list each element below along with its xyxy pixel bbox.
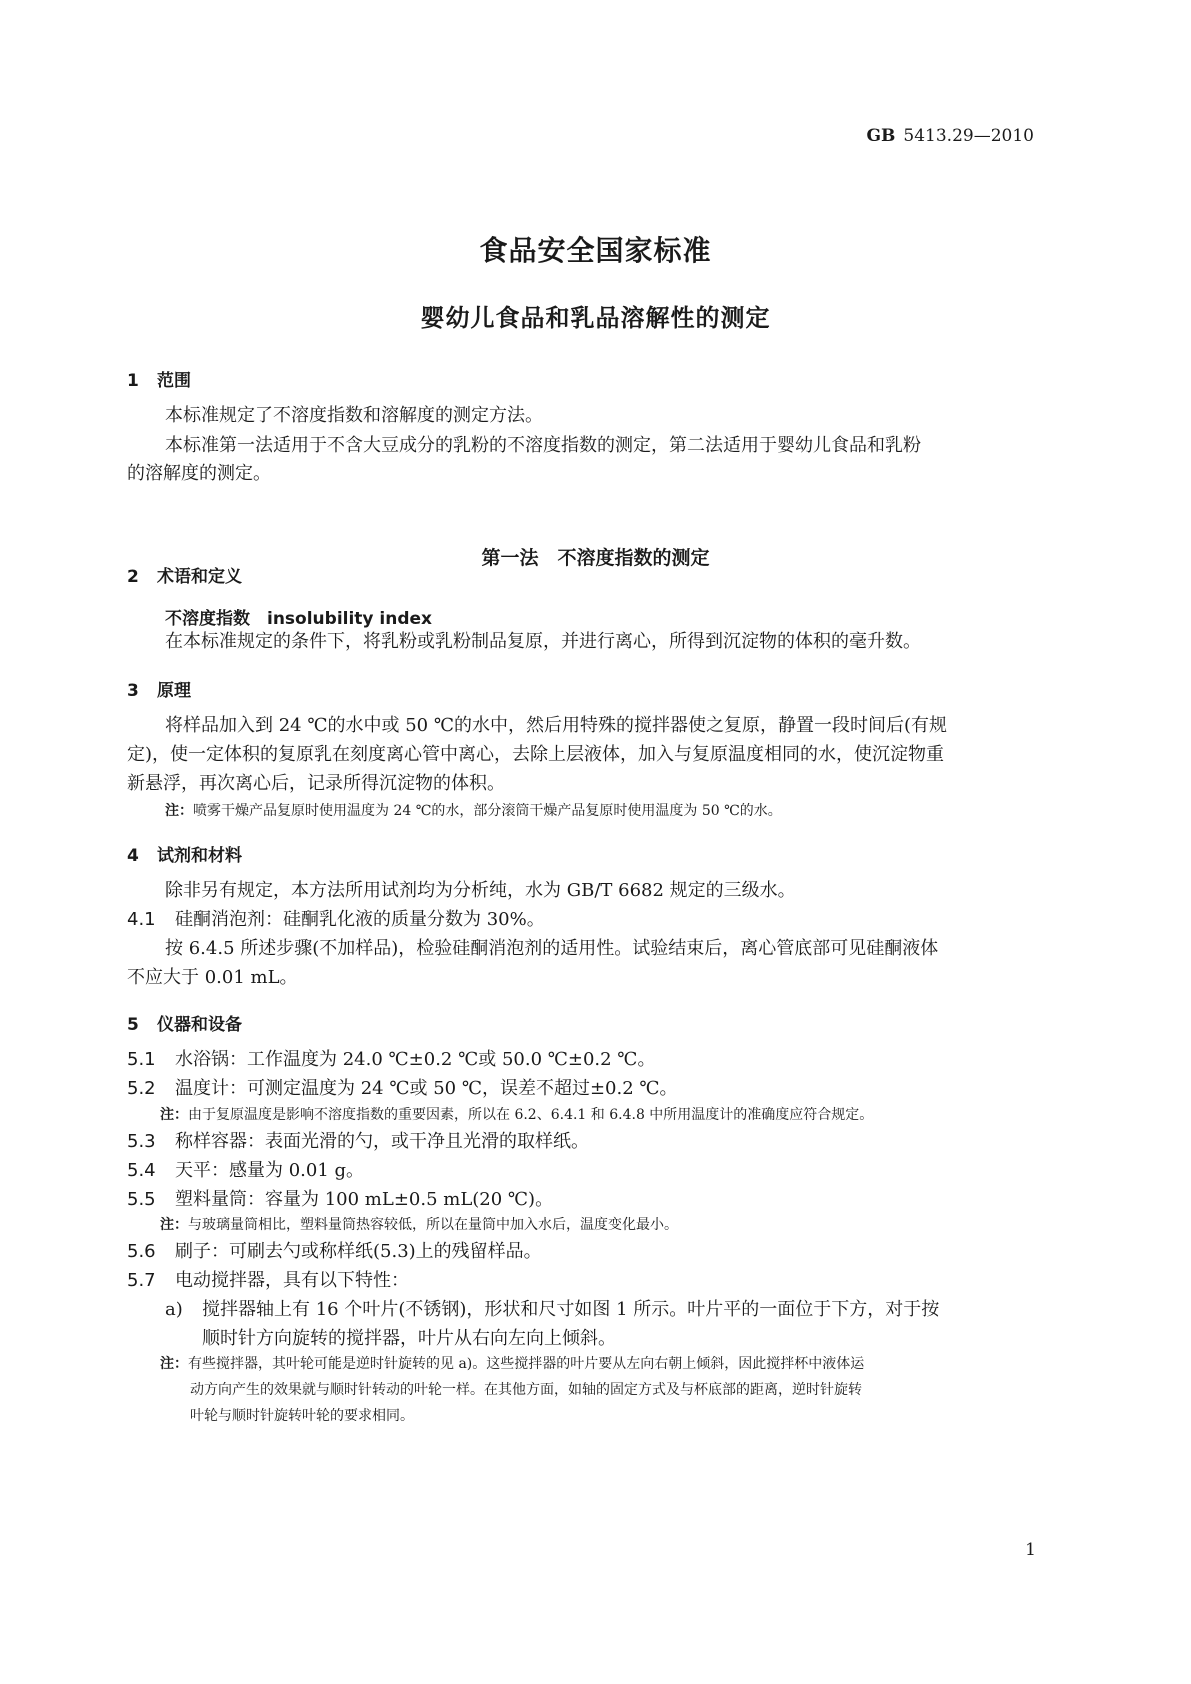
section-4-heading: 4 试剂和材料 bbox=[127, 846, 242, 866]
document-subtitle: 婴幼儿食品和乳品溶解性的测定 bbox=[420, 304, 771, 332]
note: 注：喷雾干燥产品复原时使用温度为 24 ℃的水，部分滚筒干燥产品复原时使用温度为 50 ℃的水。 bbox=[165, 803, 782, 819]
standard-number: 5413.29—2010 bbox=[903, 126, 1034, 146]
note: 注：有些搅拌器，其叶轮可能是逆时针旋转的见 a)。这些搅拌器的叶片要从左向右朝上倾斜，因此搅拌杯中液体运 bbox=[160, 1356, 865, 1372]
document-title: 食品安全国家标准 bbox=[479, 234, 712, 267]
page-number: 1 bbox=[1025, 1540, 1036, 1560]
paragraph: 顺时针方向旋转的搅拌器，叶片从右向左向上倾斜。 bbox=[202, 1328, 616, 1349]
note: 注：由于复原温度是影响不溶度指数的重要因素，所以在 6.2、6.4.1 和 6.4.8 中所用温度计的准确度应符合规定。 bbox=[160, 1107, 874, 1123]
term-heading: 不溶度指数 insolubility index bbox=[165, 609, 433, 629]
note-continuation: 叶轮与顺时针旋转叶轮的要求相同。 bbox=[190, 1408, 414, 1424]
paragraph: 本标准第一法适用于不含大豆成分的乳粉的不溶度指数的测定，第二法适用于婴幼儿食品和乳粉 bbox=[165, 435, 921, 456]
section-3-heading: 3 原理 bbox=[127, 681, 191, 701]
clause-5-6: 5.6 刷子：可刷去勺或称样纸(5.3)上的残留样品。 bbox=[127, 1241, 542, 1262]
clause-5-3: 5.3 称样容器：表面光滑的勺，或干净且光滑的取样纸。 bbox=[127, 1131, 589, 1152]
paragraph: 将样品加入到 24 ℃的水中或 50 ℃的水中，然后用特殊的搅拌器使之复原，静置一段时间后(有规 bbox=[165, 715, 947, 736]
section-5-heading: 5 仪器和设备 bbox=[127, 1015, 242, 1035]
clause-5-2: 5.2 温度计：可测定温度为 24 ℃或 50 ℃，误差不超过±0.2 ℃。 bbox=[127, 1078, 678, 1099]
paragraph: 本标准规定了不溶度指数和溶解度的测定方法。 bbox=[165, 405, 543, 426]
clause-5-7: 5.7 电动搅拌器，具有以下特性： bbox=[127, 1270, 409, 1291]
clause-5-4: 5.4 天平：感量为 0.01 g。 bbox=[127, 1160, 365, 1181]
section-1-heading: 1 范围 bbox=[127, 371, 191, 391]
note-continuation: 动方向产生的效果就与顺时针转动的叶轮一样。在其他方面，如轴的固定方式及与杯底部的距离，逆时针旋转 bbox=[190, 1382, 862, 1398]
standard-prefix: GB bbox=[866, 126, 896, 146]
standard-code bbox=[867, 126, 1034, 146]
term-definition: 在本标准规定的条件下，将乳粉或乳粉制品复原，并进行离心，所得到沉淀物的体积的毫升数。 bbox=[165, 631, 921, 652]
clause-4-1: 4.1 硅酮消泡剂：硅酮乳化液的质量分数为 30%。 bbox=[127, 909, 545, 930]
paragraph: 新悬浮，再次离心后，记录所得沉淀物的体积。 bbox=[127, 773, 505, 794]
clause-5-1: 5.1 水浴锅：工作温度为 24.0 ℃±0.2 ℃或 50.0 ℃±0.2 ℃。 bbox=[127, 1049, 656, 1070]
paragraph: 的溶解度的测定。 bbox=[127, 463, 271, 484]
paragraph: 除非另有规定，本方法所用试剂均为分析纯，水为 GB/T 6682 规定的三级水。 bbox=[165, 880, 796, 901]
paragraph: 按 6.4.5 所述步骤(不加样品)，检验硅酮消泡剂的适用性。试验结束后，离心管底部可见硅酮液体 bbox=[165, 938, 939, 959]
note: 注：与玻璃量筒相比，塑料量筒热容较低，所以在量筒中加入水后，温度变化最小。 bbox=[160, 1217, 678, 1233]
paragraph: 不应大于 0.01 mL。 bbox=[127, 967, 298, 988]
clause-5-5: 5.5 塑料量筒：容量为 100 mL±0.5 mL(20 ℃)。 bbox=[127, 1189, 554, 1210]
list-item-a: a) 搅拌器轴上有 16 个叶片(不锈钢)，形状和尺寸如图 1 所示。叶片平的一面位于下方，对于按 bbox=[165, 1299, 940, 1320]
paragraph: 定)，使一定体积的复原乳在刻度离心管中离心，去除上层液体，加入与复原温度相同的水，使沉淀物重 bbox=[127, 744, 945, 765]
method-one-heading: 第一法 不溶度指数的测定 bbox=[481, 547, 710, 569]
section-2-heading: 2 术语和定义 bbox=[127, 567, 242, 587]
